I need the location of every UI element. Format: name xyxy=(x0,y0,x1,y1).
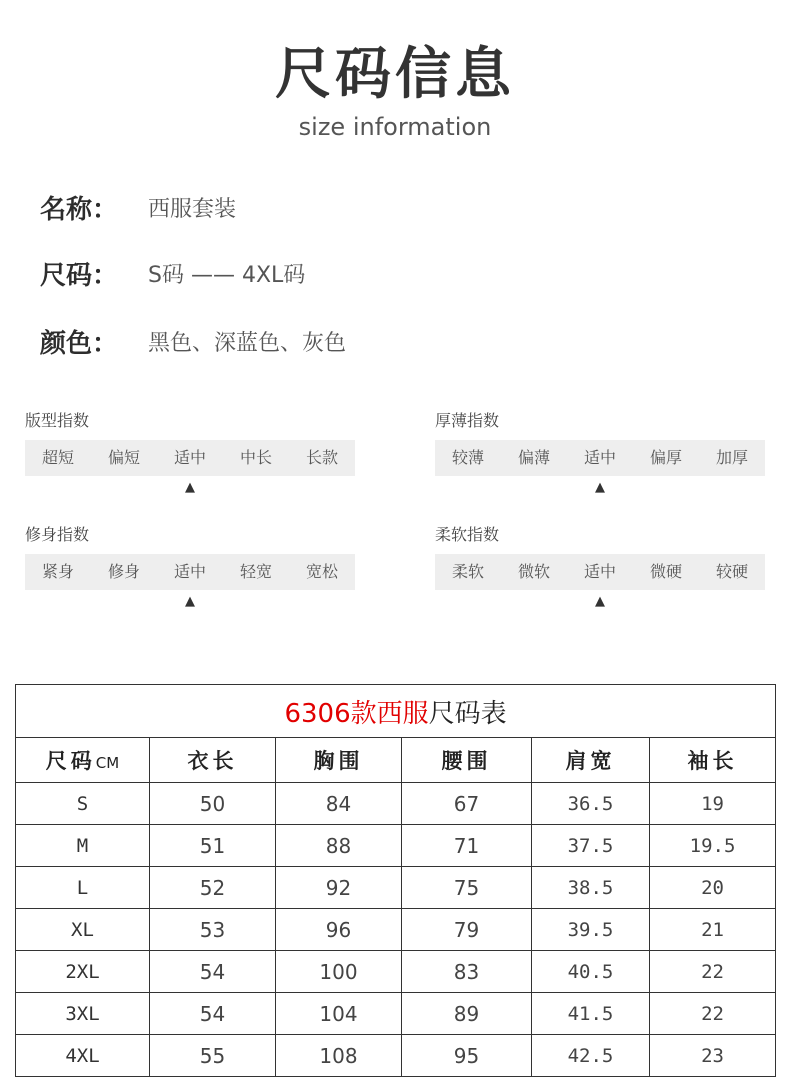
index-title: 柔软指数 xyxy=(435,525,500,544)
cell-shoulder: 41.5 xyxy=(532,993,650,1035)
index-option: 修身 xyxy=(107,562,140,581)
index-option: 较薄 xyxy=(451,448,484,467)
info-label: 尺码： xyxy=(40,261,119,291)
cell-length: 54 xyxy=(150,993,276,1035)
index-option: 加厚 xyxy=(715,448,748,467)
softness-index xyxy=(435,524,765,609)
cell-length: 50 xyxy=(150,783,276,825)
cell-sleeve: 23 xyxy=(650,1035,776,1077)
index-option: 微软 xyxy=(517,562,550,581)
index-option: 适中 xyxy=(173,562,206,581)
cell-chest: 108 xyxy=(276,1035,402,1077)
cell-shoulder: 38.5 xyxy=(532,867,650,909)
cell-chest: 92 xyxy=(276,867,402,909)
size-table xyxy=(15,684,776,1077)
index-bar xyxy=(435,554,765,590)
cell-waist: 79 xyxy=(402,909,532,951)
index-title: 厚薄指数 xyxy=(435,411,500,430)
selected-marker-icon: ▲ xyxy=(595,594,605,609)
cell-length: 51 xyxy=(150,825,276,867)
thickness-index xyxy=(435,410,765,495)
cell-sleeve: 21 xyxy=(650,909,776,951)
caption-title: 尺码表 xyxy=(428,698,507,729)
index-option: 适中 xyxy=(173,448,206,467)
cell-shoulder: 36.5 xyxy=(532,783,650,825)
header-size-label: 尺码 xyxy=(45,749,96,773)
index-option: 偏厚 xyxy=(649,448,682,467)
cell-length: 54 xyxy=(150,951,276,993)
header-length: 衣长 xyxy=(150,738,276,783)
selected-marker-icon: ▲ xyxy=(185,594,195,609)
page-subtitle: size information xyxy=(298,113,492,141)
index-title: 修身指数 xyxy=(25,525,90,544)
cell-size: 3XL xyxy=(16,993,150,1035)
index-option: 偏薄 xyxy=(517,448,550,467)
header-unit: CM xyxy=(95,754,120,772)
table-row xyxy=(16,783,776,825)
index-option: 较硬 xyxy=(715,562,748,581)
cell-waist: 75 xyxy=(402,867,532,909)
cell-chest: 104 xyxy=(276,993,402,1035)
index-option: 轻宽 xyxy=(239,562,272,581)
info-value: 西服套装 xyxy=(148,197,237,222)
table-row xyxy=(16,825,776,867)
cell-waist: 89 xyxy=(402,993,532,1035)
index-option: 适中 xyxy=(583,562,616,581)
cell-length: 55 xyxy=(150,1035,276,1077)
info-value: S码 —— 4XL码 xyxy=(148,263,306,288)
slim-index xyxy=(25,524,355,609)
cell-shoulder: 42.5 xyxy=(532,1035,650,1077)
cell-size: XL xyxy=(16,909,150,951)
header-sleeve: 袖长 xyxy=(650,738,776,783)
cell-shoulder: 39.5 xyxy=(532,909,650,951)
index-option: 长款 xyxy=(305,448,338,467)
index-title: 版型指数 xyxy=(25,411,90,430)
table-row xyxy=(16,993,776,1035)
header-size xyxy=(16,738,150,783)
index-option: 宽松 xyxy=(305,562,338,581)
index-option: 柔软 xyxy=(451,562,484,581)
table-row xyxy=(16,951,776,993)
info-value: 黑色、深蓝色、灰色 xyxy=(148,331,347,356)
caption-model: 6306款西服 xyxy=(284,698,429,729)
index-option: 适中 xyxy=(583,448,616,467)
cell-chest: 84 xyxy=(276,783,402,825)
selected-marker-icon: ▲ xyxy=(185,480,195,495)
cell-sleeve: 22 xyxy=(650,951,776,993)
cell-chest: 100 xyxy=(276,951,402,993)
table-row xyxy=(16,909,776,951)
header-chest: 胸围 xyxy=(276,738,402,783)
index-option: 紧身 xyxy=(41,562,74,581)
cell-size: M xyxy=(16,825,150,867)
cell-waist: 95 xyxy=(402,1035,532,1077)
table-row xyxy=(16,1035,776,1077)
cell-sleeve: 20 xyxy=(650,867,776,909)
table-row xyxy=(16,867,776,909)
cell-waist: 67 xyxy=(402,783,532,825)
index-bar xyxy=(435,440,765,476)
index-option: 中长 xyxy=(239,448,272,467)
header-waist: 腰围 xyxy=(402,738,532,783)
cell-size: 4XL xyxy=(16,1035,150,1077)
cell-shoulder: 40.5 xyxy=(532,951,650,993)
cell-sleeve: 19.5 xyxy=(650,825,776,867)
cell-sleeve: 19 xyxy=(650,783,776,825)
cell-chest: 96 xyxy=(276,909,402,951)
page-title: 尺码信息 xyxy=(275,42,515,107)
selected-marker-icon: ▲ xyxy=(595,480,605,495)
cell-waist: 83 xyxy=(402,951,532,993)
size-table-caption xyxy=(16,685,776,738)
header-shoulder: 肩宽 xyxy=(532,738,650,783)
index-bar xyxy=(25,440,355,476)
index-option: 超短 xyxy=(41,448,74,467)
index-option: 微硬 xyxy=(649,562,682,581)
info-label: 颜色： xyxy=(40,329,119,359)
cell-chest: 88 xyxy=(276,825,402,867)
cell-size: L xyxy=(16,867,150,909)
cell-length: 52 xyxy=(150,867,276,909)
index-option: 偏短 xyxy=(107,448,140,467)
cell-size: 2XL xyxy=(16,951,150,993)
cell-shoulder: 37.5 xyxy=(532,825,650,867)
info-label: 名称： xyxy=(40,195,119,225)
cell-waist: 71 xyxy=(402,825,532,867)
cell-sleeve: 22 xyxy=(650,993,776,1035)
cell-length: 53 xyxy=(150,909,276,951)
index-bar xyxy=(25,554,355,590)
fit-index xyxy=(25,410,355,495)
cell-size: S xyxy=(16,783,150,825)
